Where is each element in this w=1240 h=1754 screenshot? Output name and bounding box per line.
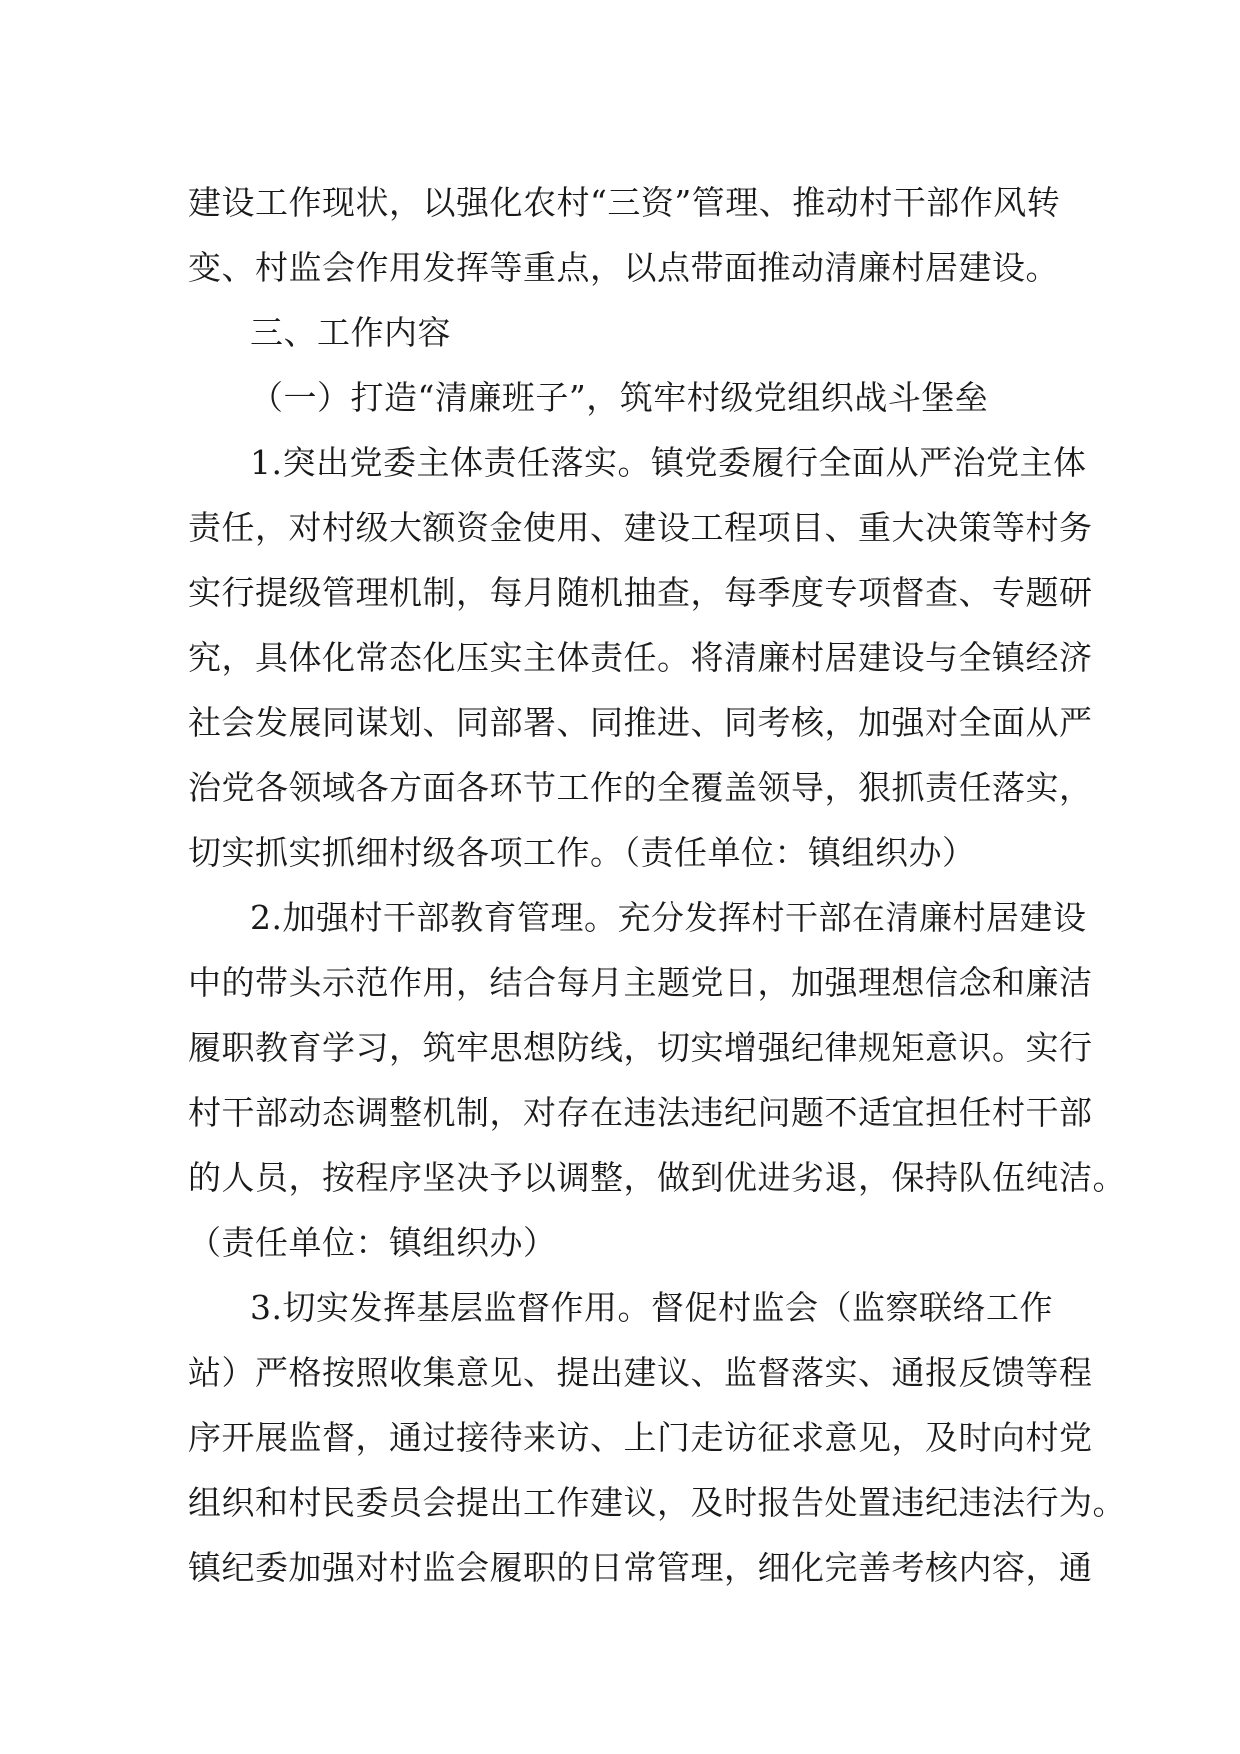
paragraph-start: 3.切实发挥基层监督作用。督促村监会（监察联络工作	[250, 1288, 1053, 1327]
text-line: 社会发展同谋划、同部署、同推进、同考核，加强对全面从严	[188, 703, 1093, 742]
text-line: 究，具体化常态化压实主体责任。将清廉村居建设与全镇经济	[188, 638, 1093, 677]
text-line: 变、村监会作用发挥等重点，以点带面推动清廉村居建设。	[188, 248, 1059, 287]
text-line: 的人员，按程序坚决予以调整，做到优进劣退，保持队伍纯洁。	[188, 1158, 1126, 1197]
section-heading: 三、工作内容	[250, 313, 451, 352]
text-line: 履职教育学习，筑牢思想防线，切实增强纪律规矩意识。实行	[188, 1028, 1093, 1067]
text-line: 中的带头示范作用，结合每月主题党日，加强理想信念和廉洁	[188, 963, 1093, 1002]
text-line: 治党各领域各方面各环节工作的全覆盖领导，狠抓责任落实，	[188, 768, 1093, 807]
text-line: 镇纪委加强对村监会履职的日常管理，细化完善考核内容，通	[188, 1548, 1093, 1587]
text-line: （责任单位：镇组织办）	[188, 1223, 557, 1262]
text-line: 村干部动态调整机制，对存在违法违纪问题不适宜担任村干部	[188, 1093, 1093, 1132]
text-line: 序开展监督，通过接待来访、上门走访征求意见，及时向村党	[188, 1418, 1093, 1457]
paragraph-start: 2.加强村干部教育管理。充分发挥村干部在清廉村居建设	[250, 898, 1087, 937]
paragraph-start: 1.突出党委主体责任落实。镇党委履行全面从严治党主体	[250, 443, 1087, 482]
text-line: 责任，对村级大额资金使用、建设工程项目、重大决策等村务	[188, 508, 1093, 547]
text-line: 站）严格按照收集意见、提出建议、监督落实、通报反馈等程	[188, 1353, 1093, 1392]
subsection-heading: （一）打造“清廉班子”，筑牢村级党组织战斗堡垒	[250, 378, 989, 417]
text-line: 建设工作现状，以强化农村“三资”管理、推动村干部作风转	[188, 183, 1061, 222]
text-line: 组织和村民委员会提出工作建议，及时报告处置违纪违法行为。	[188, 1483, 1126, 1522]
body-text	[188, 170, 1126, 1600]
text-line: 实行提级管理机制，每月随机抽查，每季度专项督查、专题研	[188, 573, 1093, 612]
text-line: 切实抓实抓细村级各项工作。（责任单位：镇组织办）	[188, 833, 976, 872]
